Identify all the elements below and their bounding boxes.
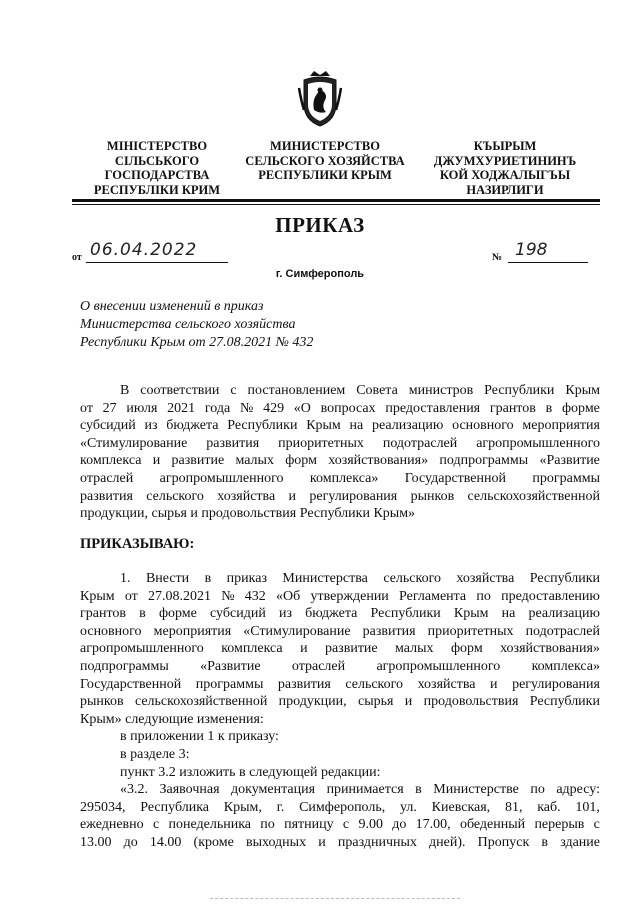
- word: Крым,: [223, 799, 262, 815]
- page-edge-artifact: [210, 898, 460, 901]
- word: малых: [235, 453, 274, 469]
- word: предоставлению: [501, 588, 600, 604]
- order-paragraph: [80, 570, 600, 852]
- word: от: [124, 588, 138, 604]
- word: ул.: [400, 799, 417, 815]
- number-handwritten: 198: [515, 240, 548, 260]
- text-line: [80, 781, 600, 799]
- text-line: [80, 488, 600, 506]
- text-line: [80, 435, 600, 453]
- word: сельскохозяйственной: [467, 488, 600, 504]
- word: документация: [231, 782, 316, 798]
- text-line: продукции, сырья и продовольствия Республики Крым»: [80, 506, 416, 522]
- word: хозяйствования»: [500, 641, 600, 657]
- word: в: [204, 571, 212, 586]
- word: приоритетных: [427, 623, 514, 639]
- word: комплекса»: [309, 470, 379, 486]
- word: Министерства: [282, 571, 368, 586]
- word: сельского: [345, 676, 404, 692]
- word: 27.08.2021: [147, 588, 211, 604]
- word: продовольствия: [423, 694, 519, 710]
- text-line: [80, 382, 600, 400]
- header-line: РЕСПУБЛІКИ КРИМ: [93, 182, 221, 197]
- word: форме: [561, 400, 600, 416]
- city: г. Симферополь: [275, 268, 365, 280]
- text-line: в разделе 3:: [120, 746, 190, 762]
- word: Крым: [565, 383, 600, 398]
- word: «Стимулирование: [80, 435, 188, 451]
- word: №: [239, 400, 254, 416]
- word: Симферополь,: [299, 799, 386, 815]
- crimea-coat-of-arms-icon: [298, 70, 342, 128]
- word: 429: [263, 400, 285, 416]
- header-divider-thin: [72, 204, 600, 205]
- word: принимается: [326, 782, 404, 798]
- word: Республики: [529, 571, 600, 586]
- word: Внести: [145, 571, 190, 586]
- text-line: Крым» следующие изменения:: [80, 711, 264, 727]
- word: Республика: [140, 799, 210, 815]
- word: подотраслей: [382, 435, 458, 451]
- word: бюджета: [166, 418, 219, 434]
- word: Заявочная: [159, 782, 220, 798]
- word: агропромышленного: [159, 470, 284, 486]
- word: сельскохозяйственной: [134, 694, 268, 710]
- word: Крым: [306, 418, 341, 434]
- word: здание: [560, 834, 600, 850]
- word: Крым: [453, 606, 489, 622]
- word: основного: [452, 418, 514, 434]
- word: 14.00: [149, 834, 182, 850]
- text-line: [80, 400, 600, 418]
- word: основного: [80, 623, 142, 639]
- date-underline: [86, 262, 228, 263]
- word: Крым: [80, 588, 115, 604]
- word: в: [541, 834, 549, 850]
- word: приказ: [226, 571, 267, 586]
- word: 9.00: [358, 817, 383, 833]
- word: рынков: [410, 488, 455, 504]
- word: «Об: [276, 588, 301, 604]
- word: агропромышленного: [80, 641, 204, 657]
- word: и: [288, 488, 297, 504]
- word: министров: [408, 383, 474, 398]
- word: №: [221, 588, 235, 604]
- word: выходных: [245, 834, 307, 850]
- word: сырья: [358, 694, 394, 710]
- word: 295034,: [80, 799, 126, 815]
- word: рынков: [80, 694, 124, 710]
- header-ukrainian: [72, 139, 242, 197]
- word: агропромышленного: [376, 658, 501, 674]
- word: в: [415, 782, 422, 798]
- word: в: [139, 606, 146, 622]
- header-line: МІНІСТЕРСТВО: [106, 139, 208, 153]
- word: по: [530, 782, 545, 798]
- header-line: МИНИСТЕРСТВО: [270, 139, 380, 153]
- word: от: [80, 400, 93, 416]
- subject-line: Министерства сельского хозяйства: [80, 317, 296, 332]
- header-line: КОЙ ХОДЖАЛЫГЪЫ: [439, 168, 571, 182]
- word: программы: [195, 676, 264, 692]
- word: по: [476, 588, 491, 604]
- date-handwritten: 06.04.2022: [90, 240, 198, 260]
- subject-line: Республики Крым от 27.08.2021 № 432: [80, 335, 314, 350]
- word: грантов: [489, 400, 536, 416]
- word: Совета: [356, 383, 398, 398]
- text-line: [80, 640, 600, 658]
- word: каб.: [537, 799, 561, 815]
- number-label: №: [492, 252, 503, 263]
- text-line: [80, 452, 600, 470]
- word: В: [120, 383, 130, 398]
- word: на: [349, 418, 364, 434]
- word: «О: [293, 400, 311, 416]
- text-line: пункт 3.2 изложить в следующей редакции:: [120, 764, 381, 780]
- word: развитие: [171, 453, 225, 469]
- word: и: [490, 676, 498, 692]
- word: комплекса»: [531, 658, 600, 674]
- word: развитие: [324, 641, 378, 657]
- word: Регламента: [399, 588, 467, 604]
- word: форм: [450, 641, 483, 657]
- word: отраслей: [80, 470, 134, 486]
- text-line: в приложении 1 к приказу:: [120, 729, 279, 745]
- text-line: [80, 588, 600, 606]
- word: «3.2.: [120, 782, 148, 798]
- word: агропромышленного: [476, 435, 600, 451]
- subject-line: О внесении изменений в приказ: [80, 299, 264, 314]
- word: утверждении: [310, 588, 389, 604]
- word: субсидий: [210, 606, 266, 622]
- word: адресу:: [556, 782, 600, 798]
- word: (кроме: [193, 834, 234, 850]
- word: до: [392, 817, 407, 833]
- word: 432: [244, 588, 266, 604]
- word: форм: [285, 453, 317, 469]
- word: Республики: [484, 383, 555, 398]
- word: с: [342, 817, 350, 833]
- word: хозяйствования»: [328, 453, 429, 469]
- word: развития: [362, 623, 416, 639]
- word: в: [545, 400, 553, 416]
- preamble-paragraph: [80, 382, 600, 523]
- word: г.: [276, 799, 285, 815]
- word: комплекса: [80, 453, 142, 469]
- word: подотраслей: [525, 623, 600, 639]
- word: подпрограммы: [439, 453, 529, 469]
- word: подпрограммы: [80, 658, 169, 674]
- number-underline: [508, 262, 588, 263]
- word: малых: [395, 641, 434, 657]
- word: Республики: [227, 418, 298, 434]
- word: обеденный: [459, 817, 526, 833]
- word: сельского: [146, 488, 204, 504]
- text-line: [80, 658, 600, 676]
- text-line: [80, 605, 600, 623]
- word: и: [152, 453, 161, 469]
- header-line: РЕСПУБЛИКИ КРЫМ: [258, 168, 392, 182]
- word: хозяйства: [417, 676, 476, 692]
- word: программы: [532, 470, 600, 486]
- word: дней).: [429, 834, 466, 850]
- word: хозяйства: [217, 488, 276, 504]
- word: отраслей: [291, 658, 346, 674]
- word: постановлением: [247, 383, 346, 398]
- word: форме: [158, 606, 197, 622]
- word: из: [278, 606, 292, 622]
- word: с: [593, 817, 600, 833]
- word: Республики: [529, 694, 600, 710]
- word: приоритетных: [278, 435, 364, 451]
- word: и: [404, 694, 413, 710]
- word: развития: [277, 676, 331, 692]
- word: на: [501, 606, 516, 622]
- word: реализацию: [528, 606, 600, 622]
- word: ежедневно: [80, 817, 144, 833]
- word: реализацию: [371, 418, 444, 434]
- word: 81,: [504, 799, 523, 815]
- word: развития: [206, 435, 260, 451]
- date-label: от: [72, 252, 82, 263]
- header-line: КЪЫРЫМ: [473, 139, 537, 153]
- word: комплекса: [221, 641, 283, 657]
- word: 2021: [167, 400, 196, 416]
- word: 1.: [120, 571, 131, 586]
- text-line: [80, 834, 600, 852]
- order-heading: ПРИКАЗЫВАЮ:: [80, 536, 195, 552]
- word: и: [318, 834, 326, 850]
- word: мероприятия: [153, 623, 232, 639]
- text-line: [80, 799, 600, 817]
- word: регулирования: [512, 676, 600, 692]
- text-line: [80, 816, 600, 834]
- word: пятницу: [284, 817, 334, 833]
- word: из: [144, 418, 158, 434]
- word: понедельника: [168, 817, 251, 833]
- word: 17.00,: [415, 817, 451, 833]
- word: Государственной: [404, 470, 506, 486]
- header-line: НАЗИРЛИГИ: [466, 182, 544, 197]
- text-line: [80, 676, 600, 694]
- header-crimean-tatar: [415, 139, 595, 197]
- text-line: [80, 570, 600, 588]
- word: 27: [102, 400, 117, 416]
- word: хозяйства: [456, 571, 515, 586]
- word: с: [230, 383, 237, 398]
- word: субсидий: [80, 418, 136, 434]
- word: продукции,: [278, 694, 347, 710]
- header-russian: [238, 139, 412, 183]
- word: года: [204, 400, 231, 416]
- word: Государственной: [80, 676, 182, 692]
- header-line: СІЛЬСЬКОГО: [114, 153, 200, 168]
- word: 101,: [575, 799, 600, 815]
- word: Министерстве: [433, 782, 519, 798]
- word: развития: [80, 488, 133, 504]
- word: 13.00: [80, 834, 112, 850]
- word: Киевская,: [431, 799, 491, 815]
- word: с: [152, 817, 160, 833]
- header-line: ГОСПОДАРСТВА: [104, 168, 210, 182]
- text-line: [80, 623, 600, 641]
- word: грантов: [80, 606, 126, 622]
- document-title: ПРИКАЗ: [275, 213, 365, 237]
- word: по: [260, 817, 275, 833]
- word: мероприятия: [522, 418, 600, 434]
- word: регулирования: [309, 488, 398, 504]
- word: «Стимулирование: [243, 623, 351, 639]
- header-line: ДЖУМХУРИЕТИНИНЪ: [433, 153, 577, 168]
- word: и: [300, 641, 308, 657]
- word: праздничных: [337, 834, 417, 850]
- word: предоставления: [385, 400, 481, 416]
- word: сельского: [383, 571, 441, 586]
- document-subject: [80, 298, 313, 352]
- text-line: [80, 417, 600, 435]
- word: «Развитие: [200, 658, 261, 674]
- word: соответствии: [140, 383, 220, 398]
- word: перерыв: [534, 817, 585, 833]
- header-line: СЕЛЬСКОГО ХОЗЯЙСТВА: [245, 153, 405, 168]
- word: Республики: [370, 606, 441, 622]
- word: июля: [126, 400, 158, 416]
- text-line: [80, 693, 600, 711]
- word: «Развитие: [539, 453, 600, 469]
- word: бюджета: [305, 606, 358, 622]
- header-divider-thick: [72, 199, 600, 202]
- text-line: [80, 470, 600, 488]
- word: Пропуск: [477, 834, 530, 850]
- word: вопросах: [320, 400, 376, 416]
- word: до: [123, 834, 138, 850]
